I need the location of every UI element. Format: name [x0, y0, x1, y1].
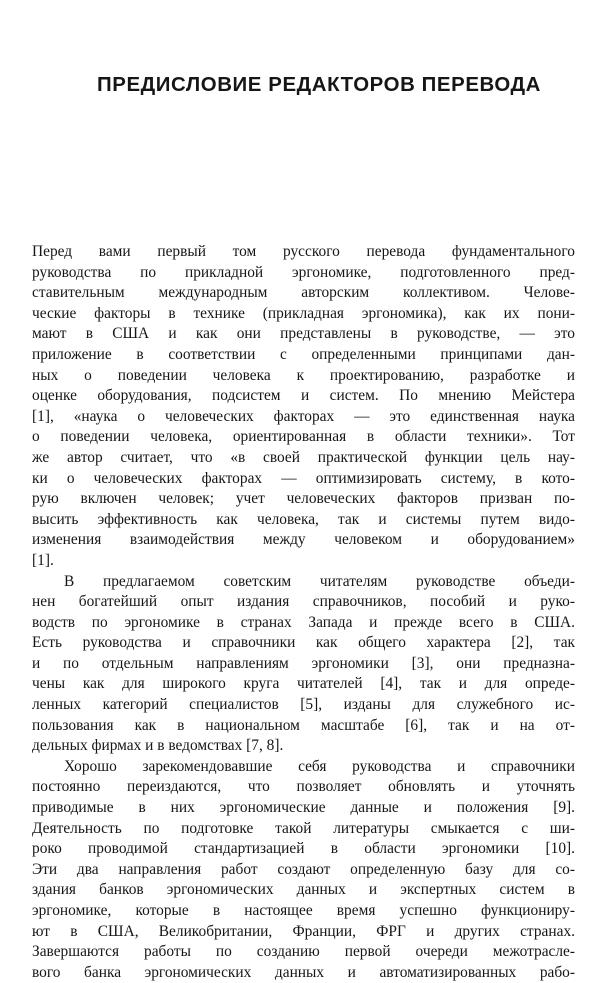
text-line: приложение в соответствии с определенными принципами дан-	[32, 345, 575, 363]
paragraph-3	[32, 757, 575, 983]
text-line: В предлагаемом советским читателям руководстве объеди-	[64, 572, 575, 590]
body-text	[32, 242, 575, 983]
text-line: нен богатейший опыт издания справочников, пособий и руко-	[32, 593, 575, 611]
text-line: мают в США и как они представлены в руководстве, — это	[32, 325, 575, 343]
text-line: роко проводимой стандартизацией в области эргономики [10].	[32, 840, 575, 858]
text-line: о поведении человека, ориентированная в области техники». Тот	[32, 428, 575, 446]
text-line: Деятельность по подготовке такой литературы смыкается с ши-	[32, 819, 575, 837]
text-line: здания банков эргономических данных и экспертных систем в	[32, 881, 575, 899]
text-line: ют в США, Великобритании, Франции, ФРГ и других странах.	[32, 922, 575, 940]
text-line: Хорошо зарекомендовавшие себя руководства и справочники	[64, 757, 575, 775]
text-line: изменения взаимодействия между человеком и оборудованием»	[32, 531, 575, 549]
text-line: Завершаются работы по созданию первой очереди межотрасле-	[32, 943, 575, 961]
text-line: [1].	[32, 551, 54, 569]
text-line: ки о человеческих факторах — оптимизировать систему, в кото-	[32, 469, 575, 487]
text-line: пользования как в национальном масштабе [6], так и на от-	[32, 716, 575, 734]
text-line: ленных категорий специалистов [5], изданы для служебного ис-	[32, 696, 575, 714]
text-line: водств по эргономике в странах Запада и прежде всего в США.	[32, 613, 575, 631]
text-line: вого банка эргономических данных и автоматизированных рабо-	[32, 963, 575, 981]
text-line: руководства по прикладной эргономике, подготовленного пред-	[32, 263, 575, 281]
text-line: чены как для широкого круга читателей [4], так и для опреде-	[32, 675, 575, 693]
text-line: Перед вами первый том русского перевода фундаментального	[32, 243, 575, 260]
text-line: эргономике, которые в настоящее время успешно функциониру-	[32, 902, 575, 919]
text-line: Есть руководства и справочники как общего характера [2], так	[32, 634, 575, 652]
page-title: ПРЕДИСЛОВИЕ РЕДАКТОРОВ ПЕРЕВОДА	[97, 74, 541, 96]
text-line: и по отдельным направлениям эргономики [3], они предназна-	[32, 654, 575, 672]
text-line: оценке оборудования, подсистем и систем. По мнению Мейстера	[32, 387, 575, 405]
paragraph-1	[32, 242, 575, 572]
text-line: [1], «наука о человеческих факторах — это единственная наука	[32, 407, 575, 425]
text-line: ческие факторы в технике (прикладная эргономика), как их пони-	[32, 304, 575, 322]
text-line: рую включен человек; учет человеческих факторов призван по-	[32, 490, 575, 508]
text-line: же автор считает, что «в своей практической функции цель нау-	[32, 448, 575, 466]
text-line: ставительным международным авторским коллективом. Челове-	[32, 284, 575, 302]
paragraph-2	[32, 572, 575, 757]
text-line: высить эффективность как человека, так и системы путем видо-	[32, 510, 575, 528]
text-line: Эти два направления работ создают определенную базу для со-	[32, 860, 575, 878]
text-line: приводимые в них эргономические данные и положения [9].	[32, 799, 575, 817]
text-line: ных о поведении человека к проектированию, разработке и	[32, 366, 575, 384]
text-line: дельных фирмах и в ведомствах [7, 8].	[32, 737, 284, 755]
text-line: постоянно переиздаются, что позволяет обновлять и уточнять	[32, 778, 575, 796]
